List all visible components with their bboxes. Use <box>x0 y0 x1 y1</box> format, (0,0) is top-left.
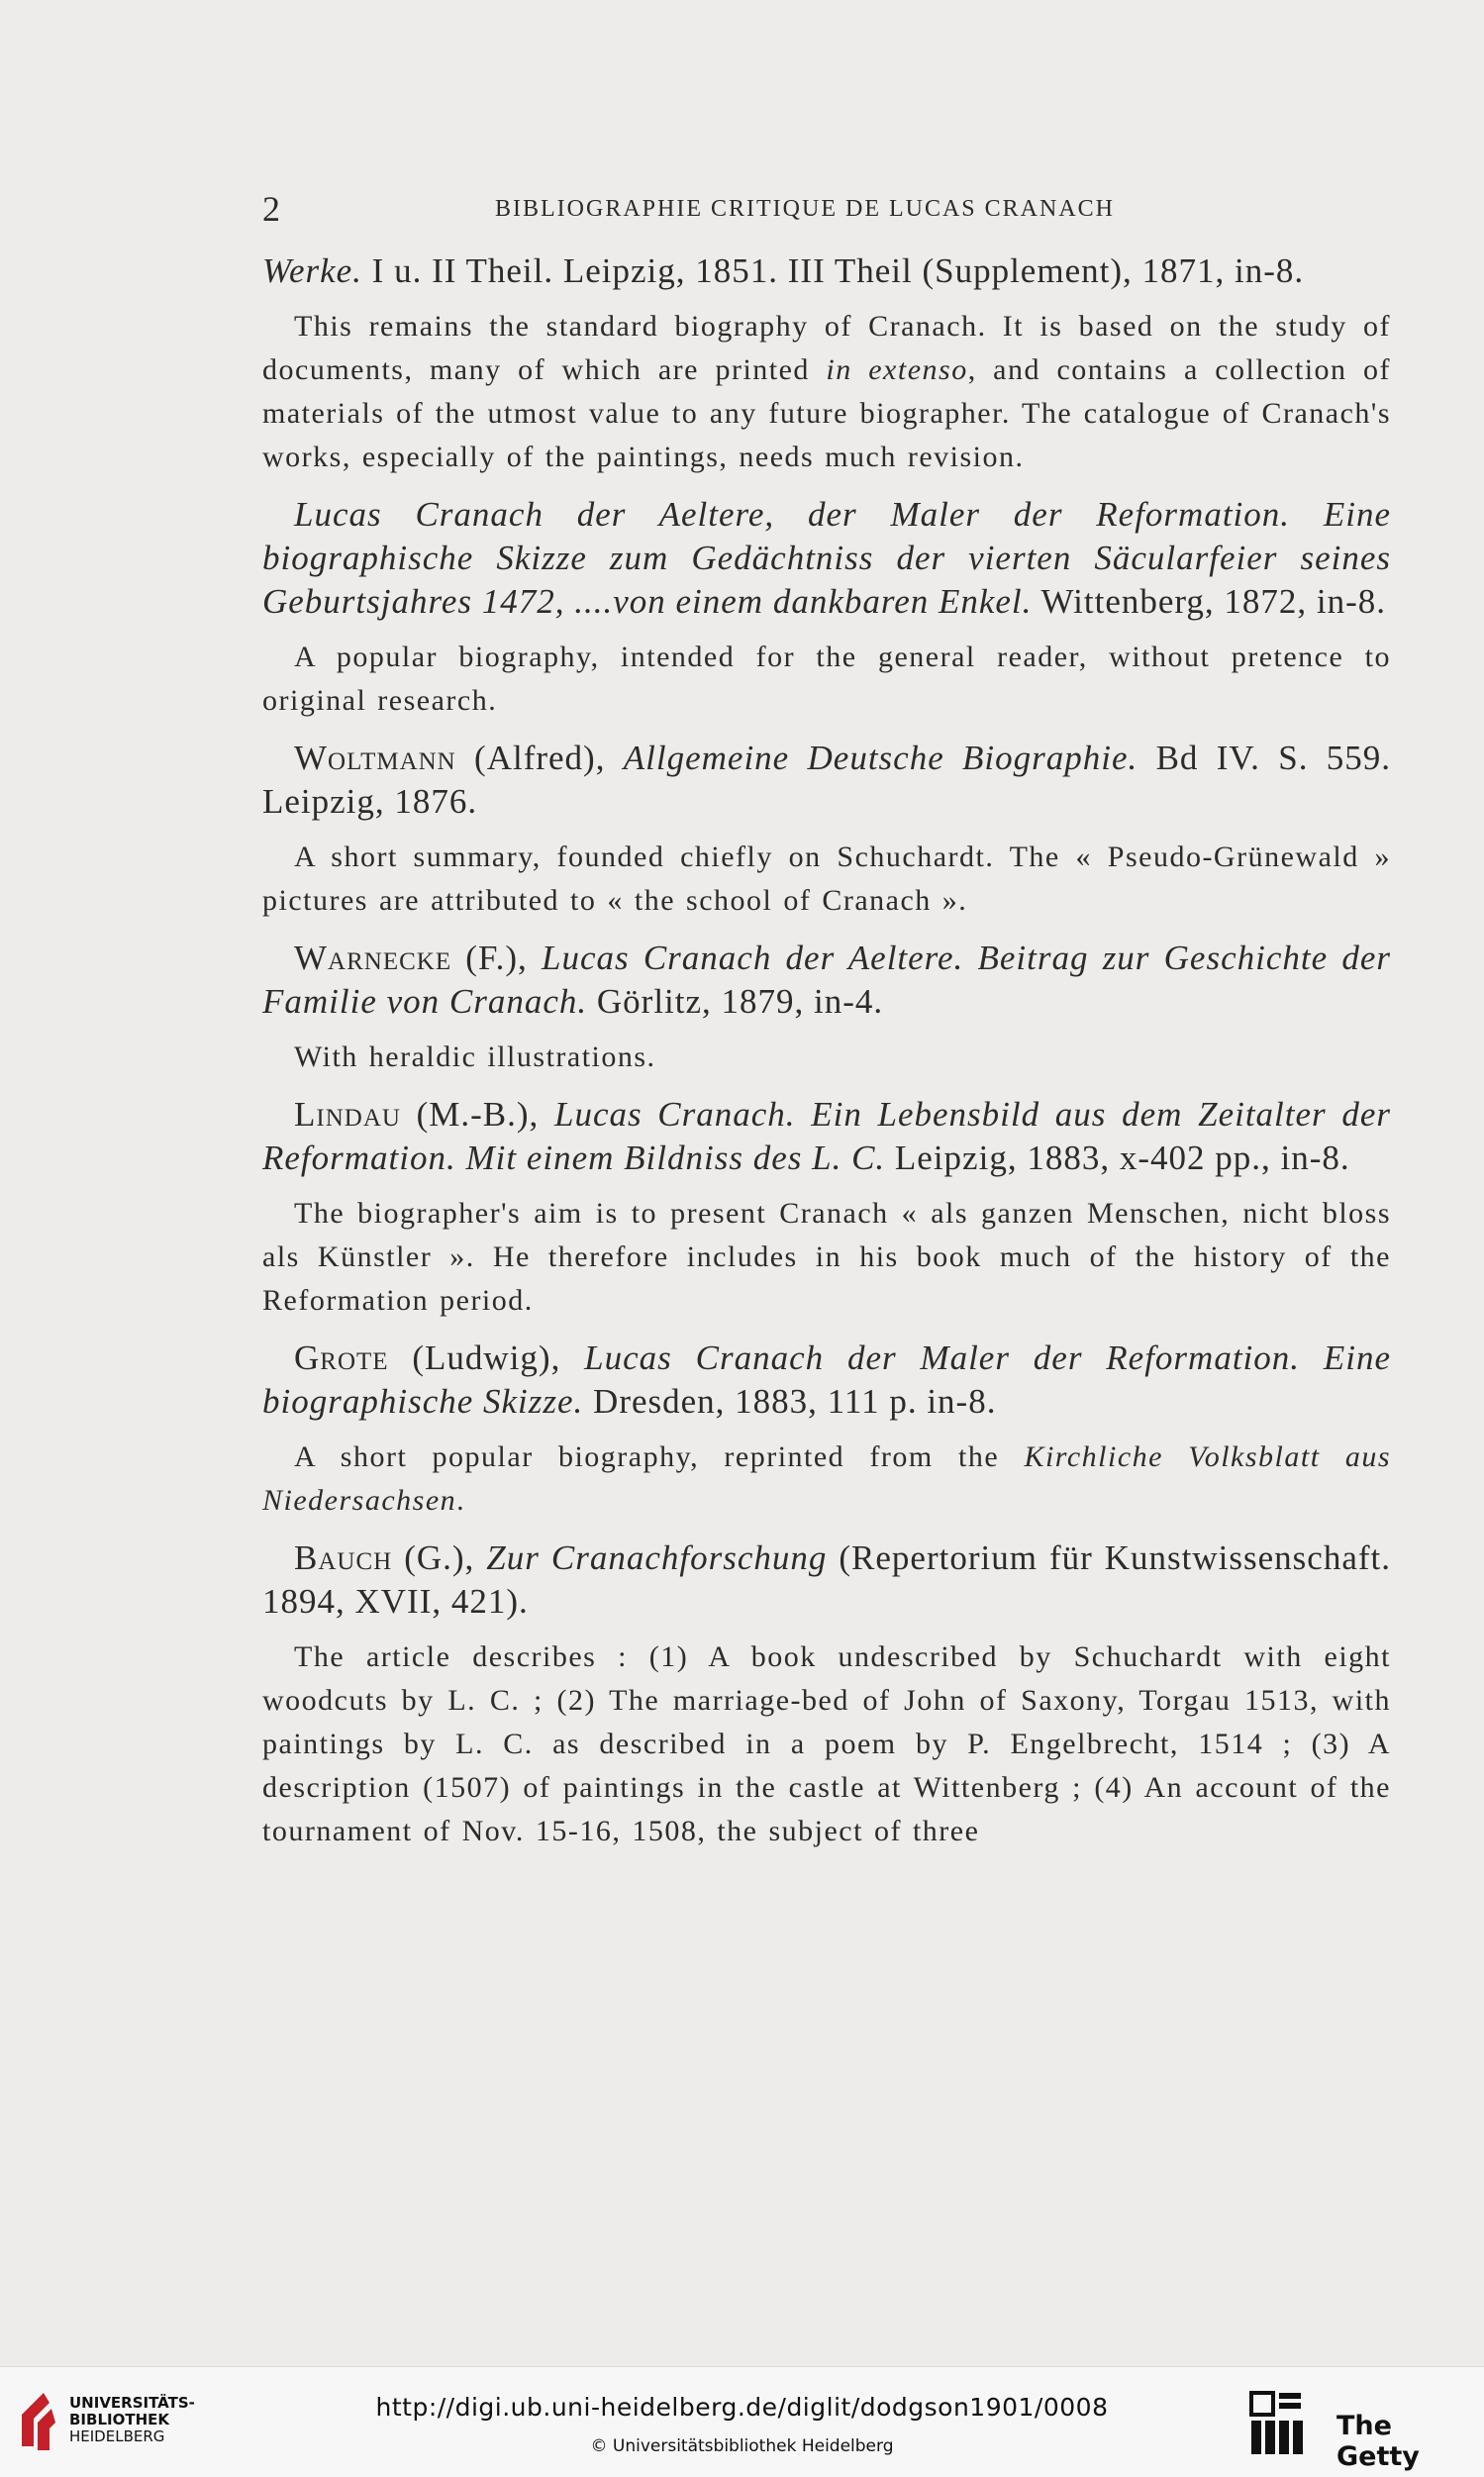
running-title: BIBLIOGRAPHIE CRITIQUE DE LUCAS CRANACH <box>495 196 1116 222</box>
bib-entry-lindau: Lindau (M.-B.), Lucas Cranach. Ein Lebensbild aus dem Zeitalter der Reformation. Mit einem Bildniss des L. C. Leipzig, 1883, x-402 pp., in-8. <box>262 1095 1392 1177</box>
bib-entry-grote: Grote (Ludwig), Lucas Cranach der Maler der Reformation. Eine biographische Skizze. Dresden, 1883, 111 p. in-8. <box>262 1338 1391 1421</box>
viewer-footer <box>0 2366 1484 2477</box>
bib-entry-werke <box>262 249 1391 293</box>
page-body <box>262 249 1391 1867</box>
bib-entry-woltmann: Woltmann (Alfred), Allgemeine Deutsche Biographie. Bd IV. S. 559. Leipzig, 1876. <box>262 739 1392 821</box>
library-name: UNIVERSITÄTS- BIBLIOTHEK HEIDELBERG <box>69 2394 195 2445</box>
entry-title: Werke. <box>262 251 362 290</box>
entry-details: I u. II Theil. Leipzig, 1851. III Theil (Supplement), 1871, in-8. <box>361 251 1305 290</box>
entry-author: Woltmann <box>294 739 456 777</box>
entry-title: Lucas Cranach. Ein Lebensbild aus dem Zeitalter der Reformation. Mit einem Bildniss des L. C. <box>262 1095 1392 1177</box>
annotation-popular-biography: A popular biography, intended for the general reader, without pretence to original research. <box>262 641 1391 717</box>
entry-author: Lindau <box>294 1095 401 1134</box>
partner-name: The Getty <box>1336 2411 1420 2472</box>
annotation-grote: A short popular biography, reprinted from the Kirchliche Volksblatt aus Niedersachsen. <box>262 1440 1391 1517</box>
annotation-bauch: The article describes : (1) A book undescribed by Schuchardt with eight woodcuts by L. C. ; (2) The marriage-bed of John of Saxony, Torgau 1513, with paintings by L. C. as described in a poem by P. Engelbrecht, 1514 ; (3) A description (1507) of paintings in the castle at Wittenberg ; (4) An account of the tournament of Nov. 15-16, 1508, the subject of three <box>262 1640 1391 1847</box>
page-number: 2 <box>262 189 280 229</box>
annotation-warnecke: With heraldic illustrations. <box>294 1040 656 1073</box>
entry-title: Lucas Cranach der Aeltere, der Maler der Reformation. Eine biographische Skizze zum Gedächtniss der vierten Säcularfeier seines Geburtsjahres 1472, ....von einem dankbaren Enkel. <box>262 495 1391 621</box>
entry-details: Görlitz, 1879, in-4. <box>587 982 884 1021</box>
getty-logo-icon <box>1249 2391 1305 2460</box>
bib-entry-warnecke: Warnecke (F.), Lucas Cranach der Aeltere. Beitrag zur Geschichte der Familie von Cranach. Görlitz, 1879, in-4. <box>262 939 1391 1021</box>
entry-details: Wittenberg, 1872, in-8. <box>1032 582 1387 621</box>
entry-title: Allgemeine Deutsche Biographie. <box>623 739 1138 777</box>
entry-details: Dresden, 1883, 111 p. in-8. <box>583 1382 997 1421</box>
entry-author: Warnecke <box>294 939 452 977</box>
entry-details: (Repertorium für Kunstwissenschaft. 1894, XVII, 421). <box>262 1538 1391 1621</box>
annotation-werke: This remains the standard biography of Cranach. It is based on the study of documents, many of which are printed in extenso, and contains a collection of materials of the utmost value to any future biographer. The catalogue of Cranach's works, especially of the paintings, needs much revision. <box>262 310 1391 473</box>
bib-entry-bauch: Bauch (G.), Zur Cranachforschung (Repertorium für Kunstwissenschaft. 1894, XVII, 421). <box>262 1538 1391 1621</box>
entry-details: Leipzig, 1883, x-402 pp., in-8. <box>885 1139 1350 1177</box>
annotation-lindau: The biographer's aim is to present Cranach « als ganzen Menschen, nicht bloss als Künstler ». He therefore includes in his book much of the history of the Reformation period. <box>262 1197 1391 1317</box>
bib-entry-lucas-cranach-der-aeltere <box>262 493 1391 624</box>
entry-author: Grote <box>294 1338 389 1377</box>
permalink-url[interactable]: http://digi.ub.uni-heidelberg.de/diglit/dodgson1901/0008 <box>375 2393 1109 2422</box>
page-header <box>262 188 1198 228</box>
annotation-woltmann: A short summary, founded chiefly on Schuchardt. The « Pseudo-Grünewald » pictures are attributed to « the school of Cranach ». <box>262 841 1391 917</box>
entry-title: Lucas Cranach der Aeltere. Beitrag zur Geschichte der Familie von Cranach. <box>262 939 1391 1021</box>
entry-title: Lucas Cranach der Maler der Reformation. Eine biographische Skizze. <box>262 1338 1391 1421</box>
entry-author: Bauch <box>294 1538 393 1577</box>
entry-title: Zur Cranachforschung <box>486 1538 828 1577</box>
entry-details: Bd IV. S. 559. Leipzig, 1876. <box>262 739 1392 821</box>
copyright-notice: © Universitätsbibliothek Heidelberg <box>590 2436 894 2456</box>
